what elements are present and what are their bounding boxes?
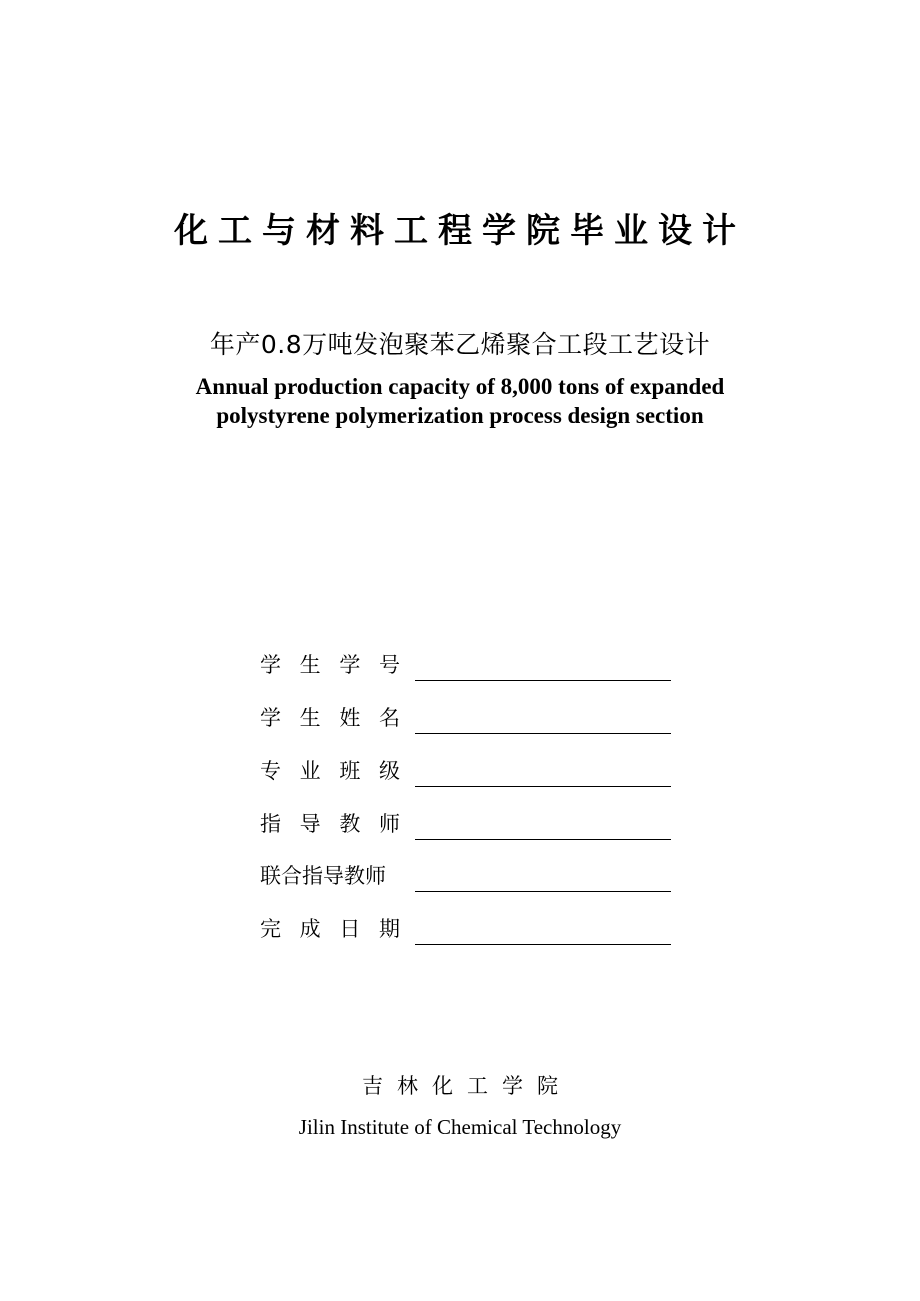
institute-name-cn: 吉林化工学院: [362, 1074, 572, 1098]
field-line-student-id[interactable]: [415, 680, 671, 681]
field-line-joint-supervisor[interactable]: [415, 891, 671, 892]
subtitle-cn: 年产0.8万吨发泡聚苯乙烯聚合工段工艺设计: [209, 330, 711, 359]
field-label-completion-date: 完 成 日 期: [260, 917, 400, 941]
field-label-joint-supervisor: 联合指导教师: [260, 864, 386, 888]
subtitle-en-line-2: polystyrene polymerization process design section: [216, 403, 704, 428]
institute-name-en: Jilin Institute of Chemical Technology: [298, 1115, 622, 1139]
field-label-student-id: 学 生 学 号: [260, 653, 400, 677]
field-line-completion-date[interactable]: [415, 944, 671, 945]
field-label-supervisor: 指 导 教 师: [260, 812, 400, 836]
field-line-major-class[interactable]: [415, 786, 671, 787]
field-label-student-name: 学 生 姓 名: [260, 706, 400, 730]
subtitle-en-line-1: Annual production capacity of 8,000 tons of expanded: [195, 374, 725, 399]
field-label-major-class: 专 业 班 级: [260, 759, 400, 783]
field-line-student-name[interactable]: [415, 733, 671, 734]
main-title: 化工与材料工程学院毕业设计: [174, 211, 746, 251]
field-line-supervisor[interactable]: [415, 839, 671, 840]
